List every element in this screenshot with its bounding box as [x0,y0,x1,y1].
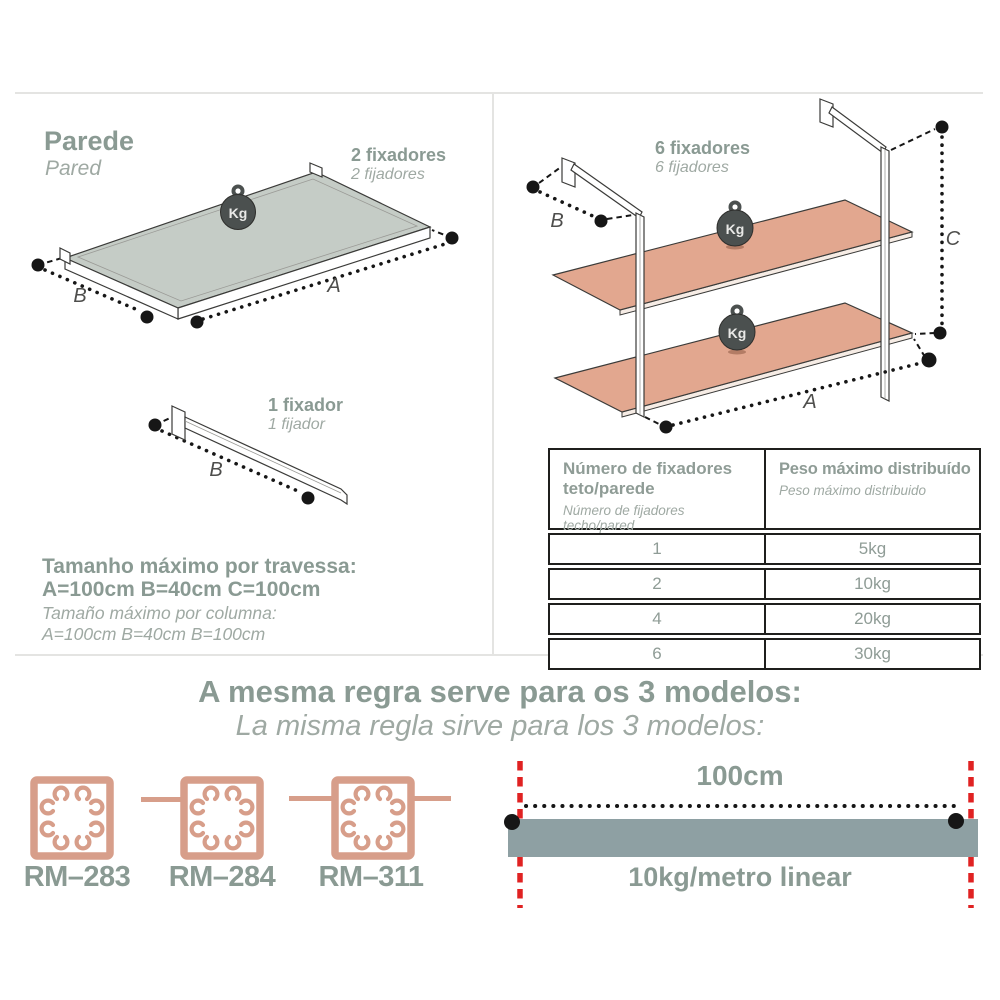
anchor-dot [149,419,162,432]
fixers-count: 6 [550,640,766,668]
profile-rm311-right-arm [414,796,451,801]
dim-b-label: B [550,210,564,232]
col1-title: Número de fixadores teto/parede [563,459,733,498]
anchor-dot [595,215,608,228]
wall-shelf-diagram [18,160,483,340]
col1-subtitle: Número de fijadores techo/pared [563,503,685,533]
kg-label: Kg [725,221,745,237]
anchor-dot [934,327,947,340]
vertical-divider [492,93,494,655]
table-row [548,533,981,565]
profile-rm284-icon [180,776,264,860]
model-code-rm311: RM–311 [318,861,424,893]
six-fixers-label-es: 6 fijadores [655,159,729,176]
corner-hooks [42,788,103,849]
dim-c-label: C [945,228,961,250]
anchor-dot [446,232,459,245]
dim-b-label: B [209,459,223,481]
bar-length-label: 100cm [696,760,784,791]
model-code-rm283: RM–283 [23,861,131,893]
note-line2: A=100cm B=40cm C=100cm [42,578,321,601]
note-line4: A=100cm B=40cm B=100cm [42,623,266,644]
max-size-note [42,556,357,643]
dim-a-label: A [327,275,341,297]
model-code-rm284: RM–284 [168,861,276,893]
bottom-heading-es: La misma regla sirve para los 3 modelos: [235,710,765,742]
note-line1: Tamanho máximo por travessa: [42,555,357,578]
fixers-count: 4 [550,605,766,633]
profile-rm283-icon [30,776,114,860]
kg-label: Kg [228,205,248,221]
rail-bar [172,406,347,504]
kg-label: Kg [727,325,747,341]
anchor-dot [141,311,154,324]
anchor-dot [191,316,204,329]
table-row [548,638,981,670]
six-fixers-label: 6 fixadores [655,138,751,158]
table-header-row [548,448,981,533]
two-fixers-label-es: 2 fijadores [351,166,425,183]
shelf-panel [60,163,430,319]
max-weight: 20kg [854,609,891,628]
note-line3: Tamaño máximo por columna: [42,603,277,623]
col2-subtitle: Peso máximo distribuido [779,483,927,498]
dim-a-label: A [803,391,817,413]
weight-table [548,448,981,670]
one-fixer-label: 1 fixador [268,395,344,415]
load-bar [508,819,978,857]
table-header-col1 [550,450,766,533]
anchor-dot [32,259,45,272]
anchor-dot [527,181,540,194]
left-panel-title-es: Pared [45,157,102,180]
top-divider [15,92,983,94]
anchor-dot [936,121,949,134]
profile-rm284-left-arm [141,797,181,802]
one-fixer-label-es: 1 fijador [268,416,325,433]
table-row [548,603,981,635]
double-shelf-unit-diagram [495,95,995,450]
left-panel-title: Parede [44,126,135,156]
two-fixers-label: 2 fixadores [351,145,447,165]
bottom-heading: A mesma regra serve para os 3 modelos: [198,674,802,709]
profile-rm311-icon [331,776,415,860]
profile-rm311-left-arm [289,796,332,801]
max-weight: 5kg [858,539,887,558]
kg-weight-icon [221,185,256,230]
anchor-dot [922,353,937,368]
dim-b-label: B [73,285,87,307]
anchor-dot [504,814,520,830]
single-rail-diagram [128,388,368,513]
max-weight: 30kg [854,644,891,663]
anchor-dot [302,492,315,505]
anchor-dot [948,813,964,829]
table-row [548,568,981,600]
max-weight: 10kg [854,574,891,593]
table-header-col2 [766,450,979,528]
fixers-count: 1 [550,535,766,563]
fixers-count: 2 [550,570,766,598]
corner-hooks [192,788,253,849]
anchor-dot [660,421,673,434]
col2-title: Peso máximo distribuído [779,460,971,478]
corner-hooks [343,788,404,849]
bar-load-label: 10kg/metro linear [628,862,852,892]
